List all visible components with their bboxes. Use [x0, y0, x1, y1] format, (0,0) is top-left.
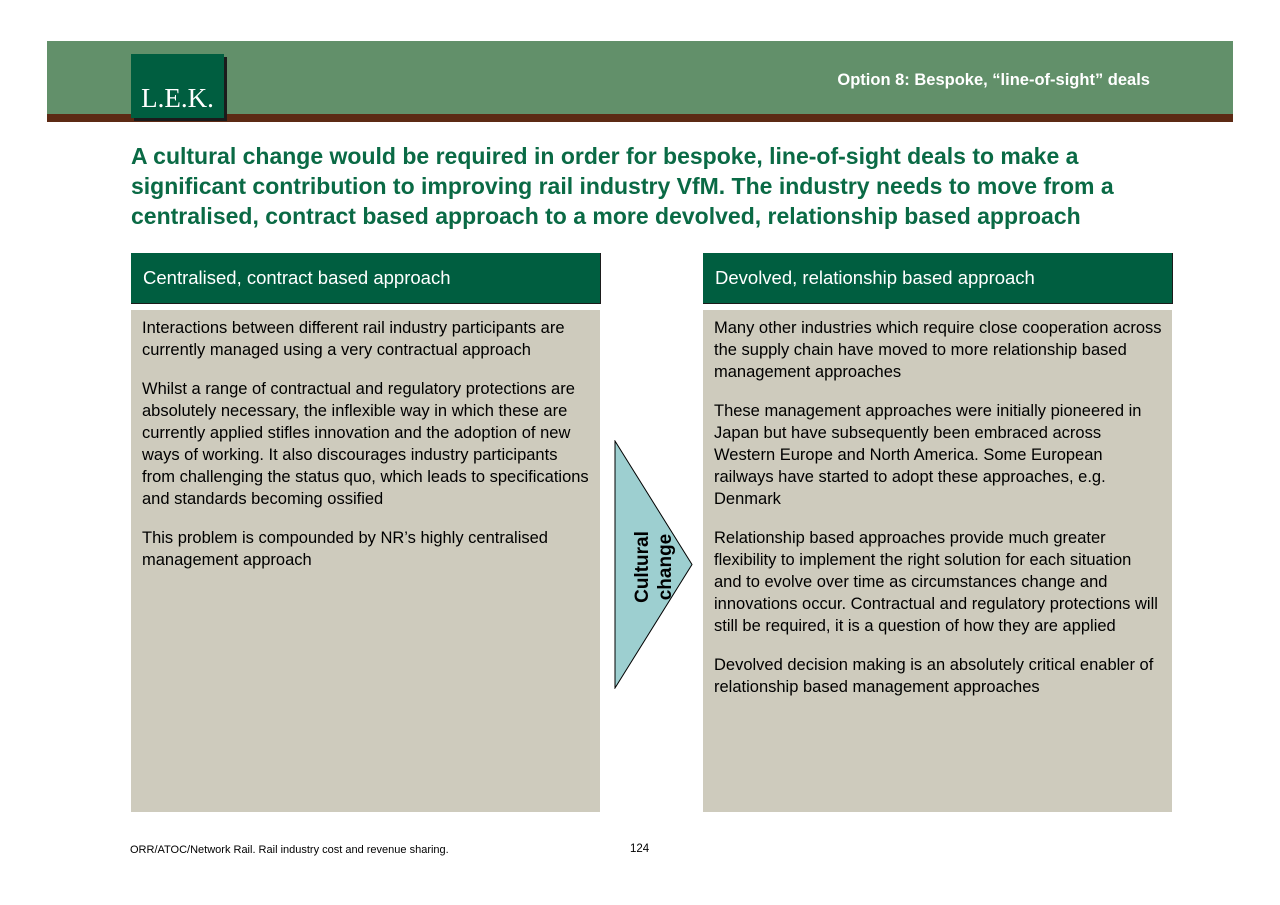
lek-logo [131, 54, 224, 118]
right-paragraph: Many other industries which require close cooperation across the supply chain have moved to more relationship based management approaches [714, 319, 1162, 381]
left-column-title: Centralised, contract based approach [131, 253, 601, 304]
left-paragraph: Whilst a range of contractual and regulatory protections are absolutely necessary, the inflexible way in which these are currently applied stifles innovation and the adoption of new ways of working. It also discourages industry participants from challenging the status quo, which leads to specifications and standards becoming ossified [142, 380, 589, 508]
footer-source-note: ORR/ATOC/Network Rail. Rail industry cost and revenue sharing. [130, 844, 449, 856]
page-number: 124 [630, 843, 650, 855]
right-paragraph: Devolved decision making is an absolutely critical enabler of relationship based management approaches [714, 656, 1154, 696]
left-paragraph: This problem is compounded by NR’s highly centralised management approach [142, 529, 548, 569]
left-paragraph: Interactions between different rail industry participants are currently managed using a very contractual approach [142, 319, 565, 359]
section-title: Option 8: Bespoke, “line-of-sight” deals [837, 71, 1150, 89]
right-column-title: Devolved, relationship based approach [703, 253, 1173, 304]
page-headline: A cultural change would be required in order for bespoke, line-of-sight deals to make a significant contribution to improving rail industry VfM. The industry needs to move from a centralised, contract based approach to a more devolved, relationship based approach [131, 143, 1114, 229]
left-column-body [131, 310, 600, 812]
right-column-body [703, 310, 1172, 812]
right-paragraph: Relationship based approaches provide much greater flexibility to implement the right solution for each situation and to evolve over time as circumstances change and innovations occur. Contractual and regulatory protections will still be required, it is a question of how they are applied [714, 529, 1158, 635]
arrow-label: Cultural change [632, 531, 676, 603]
logo-text: L.E.K. [141, 83, 214, 113]
right-paragraph: These management approaches were initially pioneered in Japan but have subsequently been embraced across Western Europe and North America. Some European railways have started to adopt these approaches, e.g. Denmark [714, 402, 1142, 508]
